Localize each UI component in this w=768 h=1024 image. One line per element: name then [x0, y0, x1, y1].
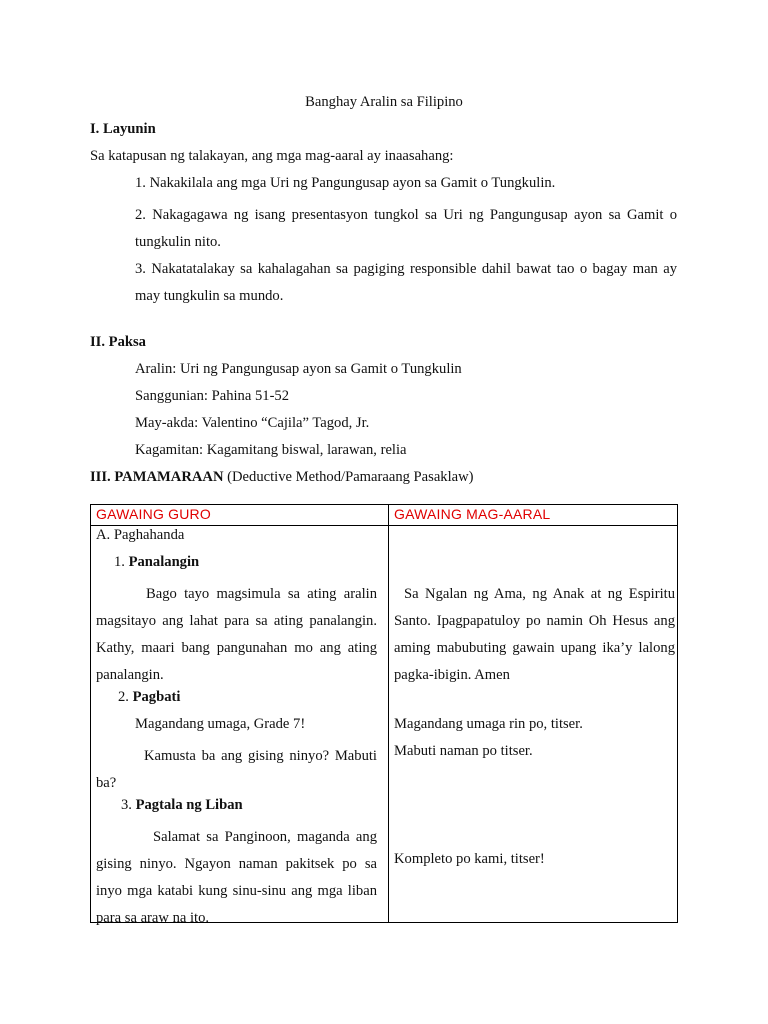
mag-aaral-bati-1: Magandang umaga rin po, titser. [394, 716, 583, 732]
mag-aaral-bati-2: Mabuti naman po titser. [394, 743, 533, 759]
pagbati-line-1: Magandang umaga, Grade 7! [135, 716, 306, 732]
paksa-may-akda: May-akda: Valentino “Cajila” Tagod, Jr. [135, 415, 370, 431]
panalangin-text: Bago tayo magsimula sa ating aralin magsitayo ang lahat para sa ating panalangin. Kathy, maari bang pangunahan mo ang ating panalangin. [96, 586, 377, 683]
guro-cell [91, 526, 389, 926]
section-paghahanda: A. Paghahanda [96, 527, 185, 543]
paksa-kagamitan: Kagamitan: Kagamitang biswal, larawan, relia [135, 442, 407, 458]
pamamaraan-heading-rest: (Deductive Method/Pamaraang Pasaklaw) [223, 469, 474, 485]
layunin-intro: Sa katapusan ng talakayan, ang mga mag-aaral ay inaasahang: [90, 148, 454, 164]
pagtala-number: 3. [121, 797, 136, 813]
table-row [91, 526, 678, 923]
pagbati-title: Pagbati [132, 689, 181, 705]
mag-aaral-cell [389, 526, 678, 923]
lesson-table [90, 504, 678, 926]
layunin-item-2: 2. Nakagagawa ng isang presentasyon tungkol sa Uri ng Pangungusap ayon sa Gamit o tungkulin nito. [135, 207, 677, 250]
panalangin-heading [114, 554, 199, 571]
pagtala-title: Pagtala ng Liban [135, 797, 243, 813]
pagtala-heading [121, 797, 243, 814]
pamamaraan-heading-bold: III. PAMAMARAAN [90, 469, 224, 485]
table-header-row [91, 505, 678, 526]
paksa-sanggunian: Sanggunian: Pahina 51-52 [135, 388, 290, 404]
pamamaraan-heading [90, 469, 474, 486]
pagtala-text: Salamat sa Panginoon, maganda ang gising ninyo. Ngayon naman pakitsek po sa inyo mga katabi kung sinu-sinu ang mga liban para sa araw na ito. [96, 829, 377, 926]
document-title: Banghay Aralin sa Filipino [305, 94, 463, 110]
pagbati-line-2: Kamusta ba ang gising ninyo? Mabuti ba? [96, 748, 377, 791]
mag-aaral-panalangin: Sa Ngalan ng Ama, ng Anak at ng Espiritu Santo. Ipagpapatuloy po namin Oh Hesus ang aming mabubuting gawain upang ika’y lalong pagka-ibigin. Amen [394, 586, 675, 683]
mag-aaral-liban: Kompleto po kami, titser! [394, 851, 545, 867]
pagbati-number: 2. [118, 689, 133, 705]
paksa-heading: II. Paksa [90, 334, 146, 350]
layunin-item-3: 3. Nakatatalakay sa kahalagahan sa pagiging responsible dahil bawat tao o bagay man ay may tungkulin sa mundo. [135, 261, 677, 304]
header-gawaing-mag-aaral: GAWAING MAG-AARAL [389, 505, 678, 526]
layunin-item-1: 1. Nakakilala ang mga Uri ng Pangungusap ayon sa Gamit o Tungkulin. [135, 175, 556, 191]
panalangin-title: Panalangin [128, 554, 200, 570]
layunin-heading: I. Layunin [90, 121, 156, 137]
pagbati-heading [118, 689, 180, 706]
paksa-aralin: Aralin: Uri ng Pangungusap ayon sa Gamit o Tungkulin [135, 361, 462, 377]
panalangin-number: 1. [114, 554, 129, 570]
header-gawaing-guro: GAWAING GURO [91, 505, 389, 526]
